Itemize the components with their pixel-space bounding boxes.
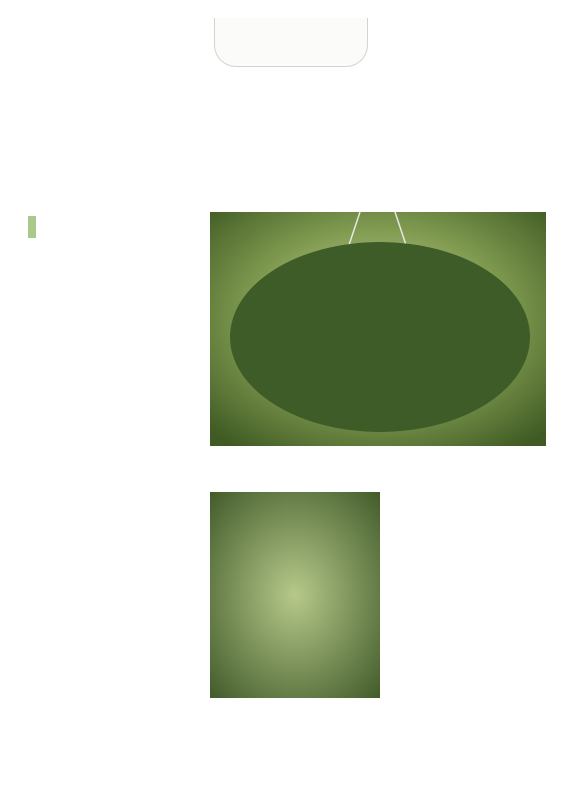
top-photo <box>210 212 546 446</box>
section-tab <box>214 18 368 67</box>
right-column <box>387 494 547 502</box>
left-column <box>34 212 202 222</box>
middle-photo <box>210 492 380 698</box>
